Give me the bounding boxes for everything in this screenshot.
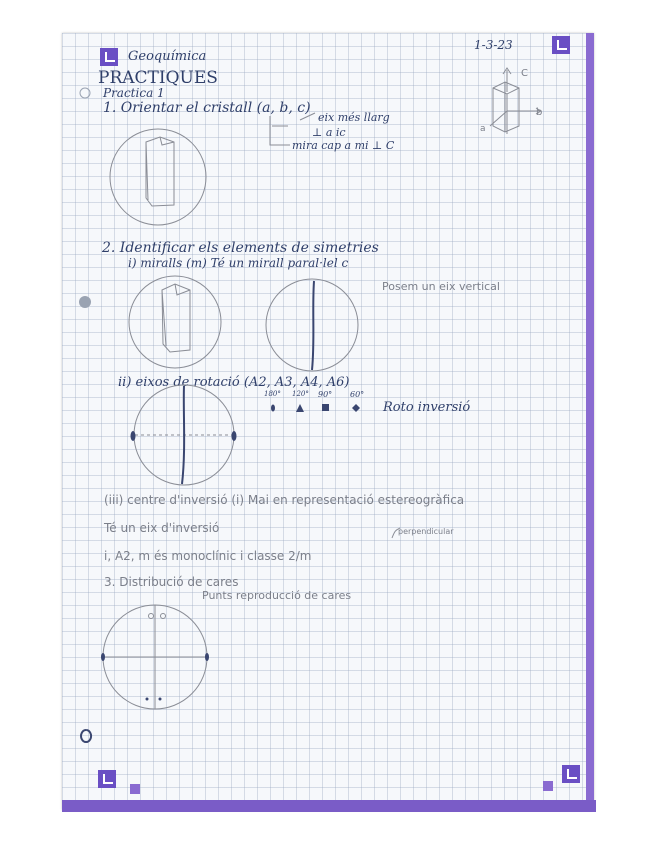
face-point bbox=[161, 614, 166, 619]
twofold-symbol bbox=[131, 431, 136, 441]
face-point bbox=[149, 614, 154, 619]
crystal-sketch bbox=[162, 284, 190, 352]
connector-lines bbox=[392, 528, 400, 538]
angle-label: 120° bbox=[292, 390, 309, 398]
step3-heading: 3. Distribució de cares bbox=[104, 575, 239, 589]
punch-hole bbox=[79, 296, 91, 308]
face-point bbox=[146, 698, 149, 701]
stereo-circle bbox=[110, 129, 206, 225]
step1-heading: 1. Orientar el cristall (a, b, c) bbox=[103, 100, 311, 116]
axis-c-arrow bbox=[503, 68, 511, 92]
crystal-sketch bbox=[146, 137, 174, 206]
perpendicular-note: perpendicular bbox=[398, 527, 454, 536]
inversion-label: (iii) centre d'inversió (i) Mai en representació estereogràfica bbox=[104, 493, 465, 507]
twofold-symbol bbox=[101, 653, 105, 661]
angle-label: 180° bbox=[264, 390, 281, 398]
punch-hole bbox=[80, 88, 90, 98]
subject-label: Geoquímica bbox=[128, 49, 207, 64]
face-point bbox=[159, 698, 162, 701]
step2-heading: 2. Identificar els elements de simetries bbox=[102, 240, 379, 256]
threefold-symbol bbox=[296, 404, 304, 412]
twofold-symbol bbox=[271, 405, 275, 412]
crystal-3d-sketch bbox=[493, 82, 519, 134]
axis-c-label: C bbox=[521, 68, 528, 79]
step1-note-c: mira cap a mi ⊥ C bbox=[292, 139, 395, 152]
mirror-line bbox=[312, 281, 314, 370]
connector-lines bbox=[270, 113, 315, 145]
practica-label: Practica 1 bbox=[103, 86, 165, 100]
sixfold-symbol bbox=[352, 404, 360, 412]
angle-label: 60° bbox=[350, 390, 365, 399]
punch-hole bbox=[81, 730, 91, 742]
axis-a-label: a bbox=[480, 124, 486, 134]
conclusion-label: i, A2, m és monoclínic i classe 2/m bbox=[104, 549, 312, 563]
mirrors-label: i) miralls (m) Té un mirall paral·lel c bbox=[128, 256, 349, 270]
fourfold-symbol bbox=[322, 404, 329, 411]
step3-note: Punts reproducció de cares bbox=[202, 589, 352, 602]
axis-b-arrow bbox=[507, 108, 541, 114]
step1-note-a: eix més llarg bbox=[318, 111, 390, 124]
inversion-note: Té un eix d'inversió bbox=[104, 521, 220, 535]
mirror-note: Posem un eix vertical bbox=[382, 280, 500, 293]
date-label: 1-3-23 bbox=[474, 38, 513, 52]
page-title: PRACTIQUES bbox=[98, 68, 218, 88]
twofold-symbol bbox=[205, 653, 209, 661]
angle-label: 90° bbox=[318, 390, 333, 399]
stereo-circle bbox=[129, 276, 221, 368]
roto-note: Roto inversió bbox=[383, 400, 471, 415]
step1-note-b: ⊥ a ic bbox=[312, 126, 346, 139]
twofold-symbol bbox=[232, 431, 237, 441]
rotation-label: ii) eixos de rotació (A2, A3, A4, A6) bbox=[118, 375, 350, 390]
axis-b-label: b bbox=[536, 107, 543, 118]
